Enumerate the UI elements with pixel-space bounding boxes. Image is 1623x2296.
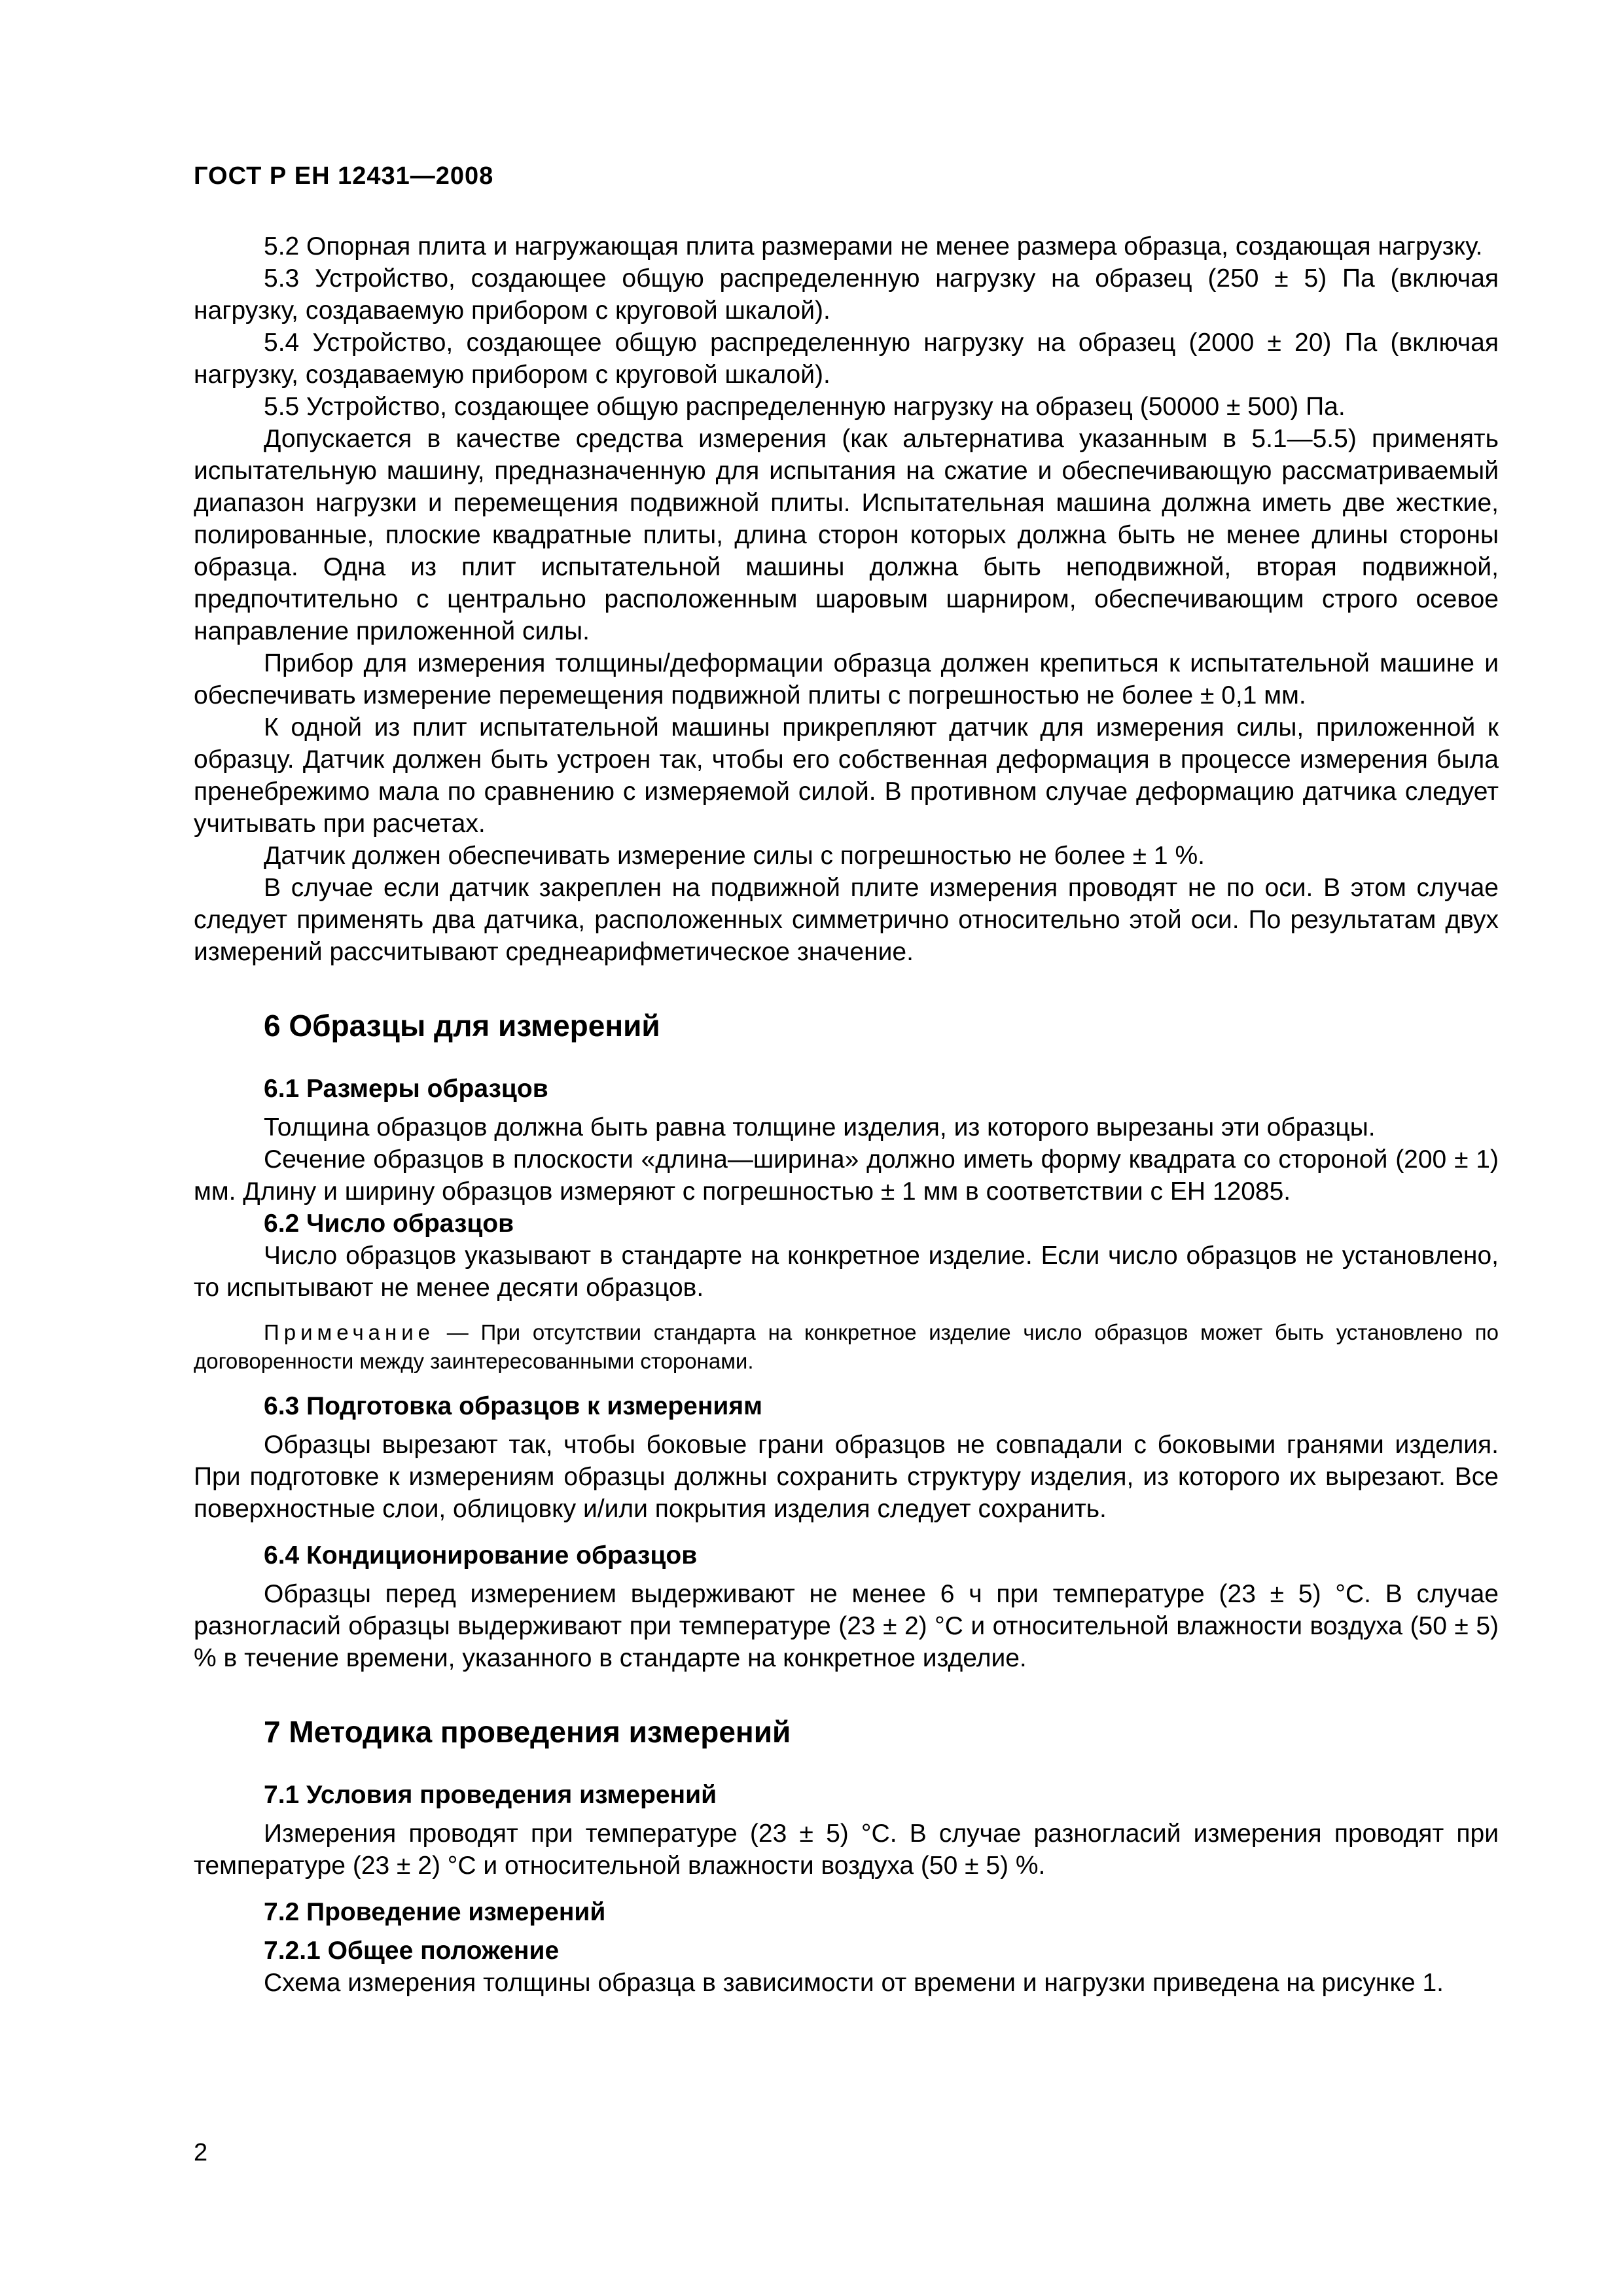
document-header: ГОСТ Р ЕН 12431—2008 xyxy=(194,162,494,190)
paragraph-5-2: 5.2 Опорная плита и нагружающая плита размерами не менее размера образца, создающая нагрузку. xyxy=(264,232,1483,260)
paragraph-7-2-1: Схема измерения толщины образца в зависимости от времени и нагрузки приведена на рисунке 1. xyxy=(264,1969,1444,1997)
paragraph-two-sensors: В случае если датчик закреплен на подвижной плите измерения проводят не по оси. В этом случае следует применять два датчика, расположенных симметрично относительно этой оси. По результатам двух измерений рассчитывают среднеарифметическое значение. xyxy=(194,874,1499,966)
subsection-7-1-heading: 7.1 Условия проведения измерений xyxy=(264,1781,717,1809)
paragraph-force-sensor: К одной из плит испытательной машины прикрепляют датчик для измерения силы, приложенной к образцу. Датчик должен быть устроен так, чтобы его собственная деформация в процессе измерения была пренебрежимо мала по сравнению с измеряемой силой. В противном случае деформацию датчика следует учитывать при расчетах. xyxy=(194,713,1499,838)
paragraph-thickness-gauge: Прибор для измерения толщины/деформации образца должен крепиться к испытательной машине и обеспечивать измерение перемещения подвижной плиты с погрешностью не более ± 0,1 мм. xyxy=(194,649,1499,709)
note-text: — При отсутствии стандарта на конкретное изделие число образцов может быть установлено по договоренности между заинтересованными сторонами. xyxy=(194,1320,1499,1373)
note-label: Примечание xyxy=(264,1320,435,1344)
paragraph-6-3: Образцы вырезают так, чтобы боковые грани образцов не совпадали с боковыми гранями изделия. При подготовке к измерениям образцы должны сохранить структуру изделия, из которого их вырезают. Все поверхностные слои, облицовку и/или покрытия изделия следует сохранить. xyxy=(194,1431,1499,1523)
subsection-6-2-heading: 6.2 Число образцов xyxy=(264,1210,514,1238)
paragraph-6-4: Образцы перед измерением выдерживают не менее 6 ч при температуре (23 ± 5) °С. В случае разногласий образцы выдерживают при температуре (23 ± 2) °С и относительной влажности воздуха (50 ± 5) % в течение времени, указанного в стандарте на конкретное изделие. xyxy=(194,1580,1499,1672)
paragraph-5-4: 5.4 Устройство, создающее общую распределенную нагрузку на образец (2000 ± 20) Па (включая нагрузку, создаваемую прибором с круговой шкалой). xyxy=(194,329,1499,389)
paragraph-7-1: Измерения проводят при температуре (23 ± 5) °С. В случае разногласий измерения проводят при температуре (23 ± 2) °С и относительной влажности воздуха (50 ± 5) %. xyxy=(194,1820,1499,1880)
subsection-6-1-heading: 6.1 Размеры образцов xyxy=(264,1075,548,1103)
document-body xyxy=(194,230,1499,1999)
note-6-2 xyxy=(194,1318,1499,1376)
paragraph-5-5: 5.5 Устройство, создающее общую распределенную нагрузку на образец (50000 ± 500) Па. xyxy=(264,393,1346,421)
section-7-heading: 7 Методика проведения измерений xyxy=(264,1715,791,1749)
subsection-6-3-heading: 6.3 Подготовка образцов к измерениям xyxy=(264,1392,762,1420)
paragraph-6-1-section: Сечение образцов в плоскости «длина—ширина» должно иметь форму квадрата со стороной (200 ± 1) мм. Длину и ширину образцов измеряют с погрешностью ± 1 мм в соответствии с ЕН 12085. xyxy=(194,1145,1499,1206)
paragraph-test-machine: Допускается в качестве средства измерения (как альтернатива указанным в 5.1—5.5) применять испытательную машину, предназначенную для испытания на сжатие и обеспечивающую рассматриваемый диапазон нагрузки и перемещения подвижной плиты. Испытательная машина должна иметь две жесткие, полированные, плоские квадратные плиты, длина сторон которых должна быть не менее длины стороны образца. Одна из плит испытательной машины должна быть неподвижной, вторая подвижной, предпочтительно с центрально расположенным шаровым шарниром, обеспечивающим строго осевое направление приложенной силы. xyxy=(194,425,1499,645)
subsection-7-2-heading: 7.2 Проведение измерений xyxy=(264,1898,606,1926)
paragraph-sensor-accuracy: Датчик должен обеспечивать измерение силы с погрешностью не более ± 1 %. xyxy=(264,842,1205,870)
subsection-7-2-1-heading: 7.2.1 Общее положение xyxy=(264,1937,560,1965)
paragraph-6-2: Число образцов указывают в стандарте на конкретное изделие. Если число образцов не установлено, то испытывают не менее десяти образцов. xyxy=(194,1242,1499,1302)
subsection-6-4-heading: 6.4 Кондиционирование образцов xyxy=(264,1541,698,1570)
paragraph-6-1-thickness: Толщина образцов должна быть равна толщине изделия, из которого вырезаны эти образцы. xyxy=(264,1113,1376,1141)
section-6-heading: 6 Образцы для измерений xyxy=(264,1009,660,1043)
page-number: 2 xyxy=(194,2139,208,2166)
paragraph-5-3: 5.3 Устройство, создающее общую распределенную нагрузку на образец (250 ± 5) Па (включая нагрузку, создаваемую прибором с круговой шкалой). xyxy=(194,264,1499,325)
